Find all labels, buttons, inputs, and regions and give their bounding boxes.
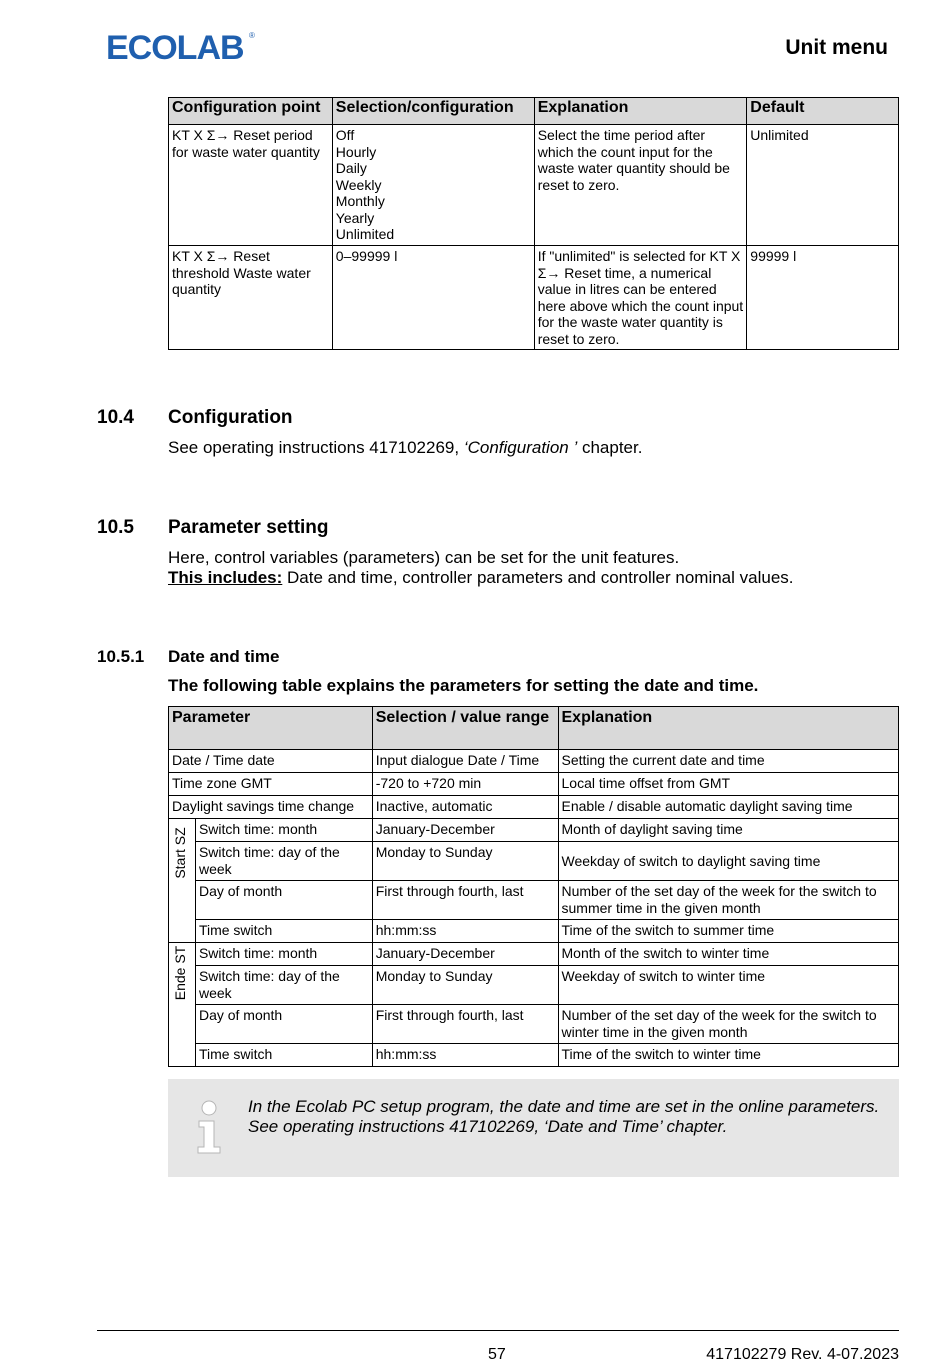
range-cell: -720 to +720 min — [372, 773, 558, 796]
explanation-cell: Weekday of switch to winter time — [558, 966, 899, 1005]
range-cell: Inactive, automatic — [372, 796, 558, 819]
selection-option: Monthly — [335, 193, 385, 209]
column-header: Explanation — [558, 707, 899, 750]
document-reference: 417102279 Rev. 4-07.2023 — [706, 1346, 899, 1363]
param-cell: Switch time: day of the week — [195, 842, 372, 881]
ecolab-logo — [106, 28, 256, 64]
svg-text:®: ® — [249, 31, 255, 40]
param-cell: Switch time: day of the week — [195, 966, 372, 1005]
default-value: Unlimited — [747, 125, 899, 246]
table-row — [169, 125, 899, 246]
table-header-row — [169, 98, 899, 125]
selection-option: Daily — [335, 160, 367, 176]
range-cell: January-December — [372, 819, 558, 842]
section-text: Here, control variables (parameters) can be set for the unit features. — [168, 548, 680, 567]
config-point: KT X Σ→ Reset period for waste water quantity — [169, 125, 333, 246]
selection-option: Yearly — [335, 209, 375, 226]
table-row — [169, 796, 899, 819]
config-table — [168, 97, 899, 350]
explanation-cell: Month of daylight saving time — [558, 819, 899, 842]
section-title: Parameter setting — [168, 517, 329, 538]
config-point: KT X Σ→ Reset threshold Waste water quantity — [169, 246, 333, 350]
header-title: Unit menu — [785, 36, 888, 59]
info-note — [168, 1079, 899, 1177]
section-number: 10.5 — [97, 517, 134, 538]
explanation: If "unlimited" is selected for KT X Σ→ Reset time, a numerical value in litres can be entered here above which the count input for the waste water quantity is reset to zero. — [534, 246, 747, 350]
explanation-cell: Local time offset from GMT — [558, 773, 899, 796]
logo-text: ECOLAB — [106, 29, 244, 64]
param-cell: Date / Time date — [169, 750, 373, 773]
range-cell: Input dialogue Date / Time — [372, 750, 558, 773]
table-row — [169, 881, 899, 920]
section-text: See operating instructions 417102269, ‘Configuration ’ chapter. — [168, 438, 643, 457]
group-label: Ende ST — [171, 945, 188, 1001]
explanation-cell: Time of the switch to winter time — [558, 1044, 899, 1067]
column-header: Default — [747, 98, 899, 125]
table-row — [169, 773, 899, 796]
section-text: This includes: Date and time, controller parameters and controller nominal values. — [168, 568, 794, 587]
param-cell: Daylight savings time change — [169, 796, 373, 819]
table-row — [169, 750, 899, 773]
selection-option: Weekly — [335, 176, 382, 193]
param-cell: Day of month — [195, 1005, 372, 1044]
selection-list — [332, 125, 534, 246]
selection-list: 0–99999 l — [332, 246, 534, 350]
table-row — [169, 246, 899, 350]
subsection-title: Date and time — [168, 647, 280, 666]
footer-divider — [97, 1330, 899, 1331]
column-header: Parameter — [169, 707, 373, 750]
range-cell: hh:mm:ss — [372, 1044, 558, 1067]
param-cell: Time zone GMT — [169, 773, 373, 796]
range-cell: Monday to Sunday — [372, 842, 558, 881]
group-label-cell — [169, 943, 196, 1067]
table-row — [169, 819, 899, 842]
explanation-cell: Weekday of switch to daylight saving time — [558, 842, 899, 881]
explanation-cell: Enable / disable automatic daylight saving time — [558, 796, 899, 819]
table-row — [169, 1005, 899, 1044]
table-row — [169, 966, 899, 1005]
param-cell: Switch time: month — [195, 943, 372, 966]
section-number: 10.4 — [97, 407, 134, 428]
selection-option: Off — [335, 127, 355, 143]
subsection-number: 10.5.1 — [97, 647, 145, 666]
column-header: Selection / value range — [372, 707, 558, 750]
column-header: Selection/configuration — [332, 98, 534, 125]
note-text: In the Ecolab PC setup program, the date and time are set in the online parameters. See operating instructions 417102269, ‘Date and Time’ chapter. — [248, 1097, 880, 1136]
param-cell: Time switch — [195, 1044, 372, 1067]
param-cell: Time switch — [195, 920, 372, 943]
range-cell: First through fourth, last — [372, 1005, 558, 1044]
range-cell: Monday to Sunday — [372, 966, 558, 1005]
range-cell: January-December — [372, 943, 558, 966]
group-label: Start SZ — [171, 827, 188, 879]
column-header: Configuration point — [169, 98, 333, 125]
explanation-cell: Time of the switch to summer time — [558, 920, 899, 943]
range-cell: First through fourth, last — [372, 881, 558, 920]
group-label-cell — [169, 819, 196, 943]
table-header-row — [169, 707, 899, 750]
selection-option: Unlimited — [335, 226, 395, 242]
table-row — [169, 1044, 899, 1067]
column-header: Explanation — [534, 98, 747, 125]
param-cell: Switch time: month — [195, 819, 372, 842]
default-value: 99999 l — [747, 246, 899, 350]
explanation-cell: Month of the switch to winter time — [558, 943, 899, 966]
date-time-table — [168, 706, 899, 1067]
table-row — [169, 943, 899, 966]
param-cell: Day of month — [195, 881, 372, 920]
range-cell: hh:mm:ss — [372, 920, 558, 943]
table-row — [169, 920, 899, 943]
page-number: 57 — [488, 1346, 506, 1363]
table-row — [169, 842, 899, 881]
explanation-cell: Setting the current date and time — [558, 750, 899, 773]
table-intro: The following table explains the parameters for setting the date and time. — [168, 676, 759, 695]
info-icon — [194, 1099, 224, 1155]
explanation-cell: Number of the set day of the week for the switch to summer time in the given month — [558, 881, 899, 920]
selection-option: Hourly — [335, 143, 377, 160]
section-title: Configuration — [168, 407, 293, 428]
explanation: Select the time period after which the count input for the waste water quantity should be reset to zero. — [534, 125, 747, 246]
explanation-cell: Number of the set day of the week for the switch to winter time in the given month — [558, 1005, 899, 1044]
